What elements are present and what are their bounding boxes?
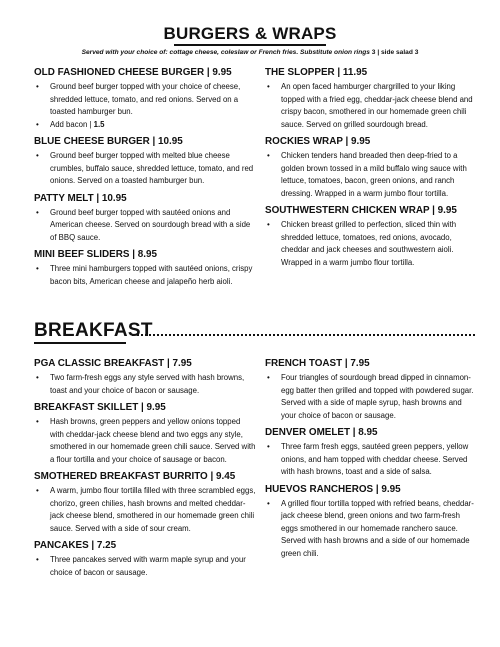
menu-item-name: BLUE CHEESE BURGER | 10.95 xyxy=(34,136,183,147)
breakfast-left-column xyxy=(34,357,256,583)
addon-price: 1.5 xyxy=(93,119,105,129)
menu-item-description: • Hash browns, green peppers and yellow onions topped with cheddar-jack cheese blend and two eggs any style, smothered in our homemade green chili sauce. Served with a flour tortilla and your choice of sausage or bacon. xyxy=(34,416,256,466)
menu-item xyxy=(34,66,256,131)
menu-item xyxy=(265,426,475,479)
menu-item xyxy=(34,192,256,245)
menu-item-name: SMOTHERED BREAKFAST BURRITO | 9.45 xyxy=(34,471,236,482)
menu-item-name: PGA CLASSIC BREAKFAST | 7.95 xyxy=(34,358,192,369)
menu-item-description: • Three pancakes served with warm maple syrup and your choice of bacon or sausage. xyxy=(34,554,256,579)
burgers-subtitle xyxy=(0,49,500,56)
menu-item-description: • A warm, jumbo flour tortilla filled with three scrambled eggs, chorizo, green chilies, hash browns and melted cheddar-jack cheese blend, smothered in our homemade green chili sauce. Served with a side of sour cream. xyxy=(34,485,256,535)
menu-item-name: BREAKFAST SKILLET | 9.95 xyxy=(34,402,166,413)
menu-item-description: • Chicken tenders hand breaded then deep-fried to a golden brown tossed in a mild buffalo wing sauce with lettuce, tomatoes, bacon, green onions, and ranch dressing. Wrapped in a warm jumbo flour tortilla. xyxy=(265,150,475,200)
menu-item-name: DENVER OMELET | 8.95 xyxy=(265,427,378,438)
menu-item-description: • Ground beef burger topped with sautéed onions and American cheese. Served on sourdough bread with a side of BBQ sauce. xyxy=(34,207,256,245)
burgers-left-column xyxy=(34,66,256,292)
menu-item xyxy=(34,357,256,397)
menu-item-name: HUEVOS RANCHEROS | 9.95 xyxy=(265,483,401,495)
menu-item-description: • Four triangles of sourdough bread dipped in cinnamon-egg batter then grilled and topped with powdered sugar. Served with a side of maple syrup, hash browns and your choice of bacon or sausage. xyxy=(265,372,475,422)
onion-rings-price: 3 xyxy=(371,49,376,56)
menu-item xyxy=(265,66,475,131)
menu-item-description: • Ground beef burger topped with melted blue cheese crumbles, buffalo sauce, shredded lettuce, tomato, and red onions. Served on a toasted hamburger bun. xyxy=(34,150,256,188)
menu-item xyxy=(34,539,256,579)
menu-item-name: MINI BEEF SLIDERS | 8.95 xyxy=(34,249,157,260)
title-underline xyxy=(174,44,326,46)
menu-item xyxy=(34,135,256,188)
menu-item-name: ROCKIES WRAP | 9.95 xyxy=(265,136,371,147)
menu-item-addon xyxy=(34,119,256,132)
menu-item-description: • Ground beef burger topped with your choice of cheese, shredded lettuce, tomato, and red onions. Served on a toasted hamburger bun. xyxy=(34,81,256,119)
burgers-section-title: BURGERS & WRAPS xyxy=(163,24,337,43)
side-salad-price: 3 xyxy=(414,49,419,56)
menu-item-description: • Chicken breast grilled to perfection, sliced thin with shredded lettuce, tomatoes, red onions, avocado, cheddar and jack cheeses and southwestern aioli. Wrapped in a warm jumbo flour tortilla. xyxy=(265,219,475,269)
menu-item xyxy=(265,135,475,200)
menu-item-description: • A grilled flour tortilla topped with refried beans, cheddar-jack cheese blend, green onions and two farm-fresh eggs smothered in our homemade ranchero sauce. Served with hash browns and a side of our homemade green chili. xyxy=(265,498,475,561)
subtitle-text: Served with your choice of: cottage cheese, coleslaw or French fries. Substitute onion rings xyxy=(81,49,370,56)
side-salad-label: | side salad xyxy=(377,49,413,56)
menu-item-name: SOUTHWESTERN CHICKEN WRAP | 9.95 xyxy=(265,205,457,216)
menu-item xyxy=(34,248,256,288)
menu-item-name: THE SLOPPER | 11.95 xyxy=(265,67,368,78)
burgers-right-column xyxy=(265,66,475,273)
menu-item xyxy=(265,357,475,422)
menu-item xyxy=(34,470,256,535)
addon-label: Add bacon | xyxy=(50,119,92,129)
menu-item xyxy=(265,483,475,561)
menu-item-name: PANCAKES | 7.25 xyxy=(34,540,117,551)
breakfast-right-column xyxy=(265,357,475,564)
breakfast-title-underline xyxy=(34,342,126,344)
menu-item-description: • An open faced hamburger chargrilled to your liking topped with a fried egg, cheddar-jack cheese blend and crispy bacon, smothered in our homemade green chili sauce. Served on grilled sourdough bread. xyxy=(265,81,475,131)
menu-item-description: • Two farm-fresh eggs any style served with hash browns, toast and your choice of bacon or sausage. xyxy=(34,372,256,397)
dotted-divider xyxy=(132,334,475,336)
menu-item-name: PATTY MELT | 10.95 xyxy=(34,192,127,204)
menu-item-name: OLD FASHIONED CHEESE BURGER | 9.95 xyxy=(34,67,232,78)
menu-item-name: FRENCH TOAST | 7.95 xyxy=(265,358,370,369)
breakfast-section-title: BREAKFAST xyxy=(34,320,153,341)
menu-item xyxy=(265,204,475,269)
menu-item-description: • Three farm fresh eggs, sautéed green peppers, yellow onions, and ham topped with cheddar cheese. Served with hash browns, toast and a side of salsa. xyxy=(265,441,475,479)
menu-item-description: • Three mini hamburgers topped with sautéed onions, crispy bacon bits, American cheese and jalapeño herb aioli. xyxy=(34,263,256,288)
menu-item xyxy=(34,401,256,466)
